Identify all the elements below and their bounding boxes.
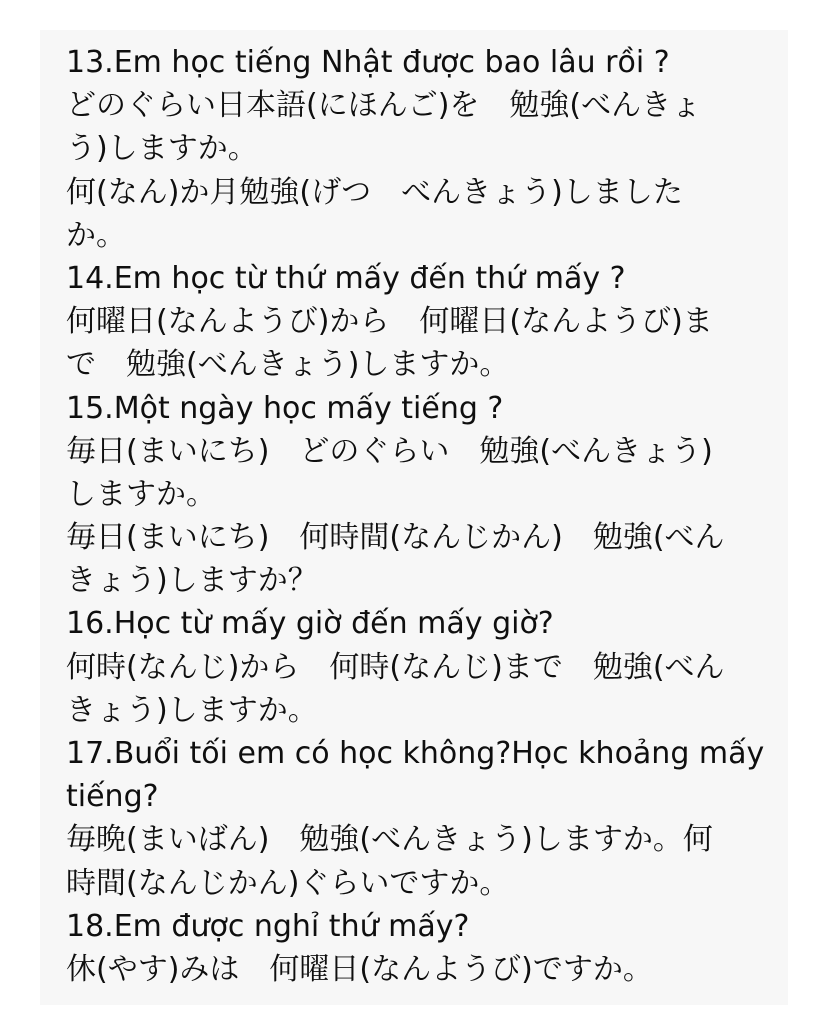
question-15-japanese-b-line-2: きょう)しますか？ xyxy=(66,563,318,599)
question-16-vietnamese: 16.Học từ mấy giờ đến mấy giờ? xyxy=(66,606,554,642)
question-14-vietnamese: 14.Em học từ thứ mấy đến thứ mấy ? xyxy=(66,260,626,296)
question-14-japanese-line-1: 何曜日(なんようび)から 何曜日(なんようび)ま xyxy=(66,304,713,340)
question-16-japanese-line-2: きょう)しますか。 xyxy=(66,692,318,728)
question-15-japanese-a-line-2: しますか。 xyxy=(66,476,216,512)
question-15-japanese-a-line-1: 毎日(まいにち) どのぐらい 勉強(べんきょう) xyxy=(66,433,713,469)
question-17-vietnamese-line-1: 17.Buổi tối em có học không?Học khoảng mấy xyxy=(66,736,765,771)
question-17-vietnamese-line-2: tiếng? xyxy=(66,779,159,815)
question-13-vietnamese: 13.Em học tiếng Nhật được bao lâu rồi ? xyxy=(66,45,670,80)
question-13-japanese-a-line-2: う)しますか。 xyxy=(66,131,258,167)
question-14-japanese-line-2: で 勉強(べんきょう)しますか。 xyxy=(66,347,510,383)
question-18-japanese: 休(やす)みは 何曜日(なんようび)ですか。 xyxy=(66,951,653,987)
question-17-japanese-line-1: 毎晩(まいばん) 勉強(べんきょう)しますか。何 xyxy=(66,822,713,858)
question-17-japanese-line-2: 時間(なんじかん)ぐらいですか。 xyxy=(66,865,510,901)
question-18-vietnamese: 18.Em được nghỉ thứ mấy? xyxy=(66,908,470,944)
document-text xyxy=(66,41,776,991)
question-15-japanese-b-line-1: 毎日(まいにち) 何時間(なんじかん) 勉強(べん xyxy=(66,520,725,556)
question-13-japanese-b-line-1: 何(なん)か月勉強(げつ べんきょう)しました xyxy=(66,174,683,210)
question-16-japanese-line-1: 何時(なんじ)から 何時(なんじ)まで 勉強(べん xyxy=(66,649,725,685)
question-15-vietnamese: 15.Một ngày học mấy tiếng ? xyxy=(66,390,504,426)
question-13-japanese-a-line-1: どのぐらい日本語(にほんご)を 勉強(べんきょ xyxy=(66,88,702,124)
question-13-japanese-b-line-2: か。 xyxy=(66,217,126,253)
